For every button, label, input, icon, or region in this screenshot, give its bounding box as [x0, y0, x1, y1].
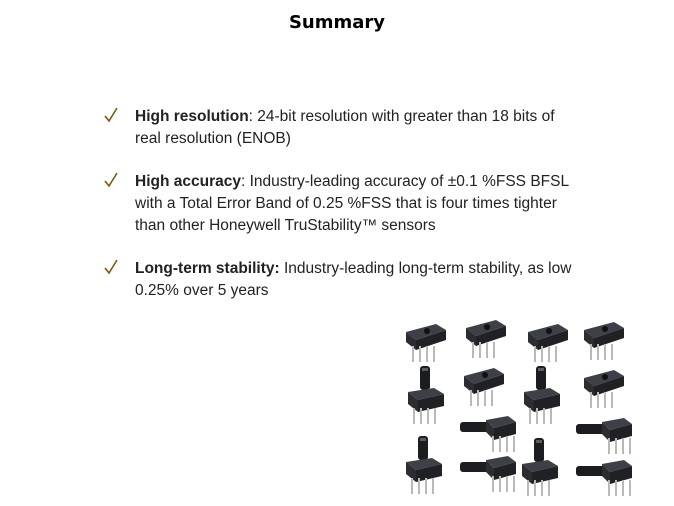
bullet-heading: High resolution: [135, 108, 249, 125]
bullet-text: : 24-bit resolution with greater than 18 bits of real resolution (ENOB): [135, 108, 555, 147]
sensor-part-image: [464, 368, 504, 406]
sensor-part-image: [406, 324, 446, 362]
sensor-part-image: [528, 324, 568, 362]
checkmark-icon: [104, 172, 118, 188]
sensor-part-image: [460, 416, 516, 452]
bullet-item-resolution: [104, 106, 574, 150]
sensor-part-image: [406, 436, 442, 494]
sensor-part-image: [522, 438, 558, 496]
bullet-heading: High accuracy: [135, 173, 241, 190]
sensor-part-image: [466, 320, 506, 358]
bullet-item-accuracy: [104, 171, 574, 237]
slide-title: Summary: [288, 12, 386, 33]
bullet-item-stability: [104, 258, 574, 302]
bullet-text: : Industry-leading accuracy of ±0.1 %FSS BFSL with a Total Error Band of 0.25 %FSS that is four times tighter than other Honeywell TruStability™ sensors: [135, 173, 569, 234]
bullet-heading: Long-term stability:: [135, 260, 280, 277]
sensor-part-image: [584, 370, 624, 408]
checkmark-icon: [104, 259, 118, 275]
bullet-list: [104, 106, 574, 302]
sensor-part-image: [408, 366, 444, 424]
sensor-part-image: [584, 322, 624, 360]
sensor-part-image: [576, 418, 632, 454]
pressure-sensors-image: [400, 318, 636, 496]
bullet-text: Industry-leading long-term stability, as low 0.25% over 5 years: [135, 260, 572, 299]
sensor-part-image: [524, 366, 560, 424]
checkmark-icon: [104, 107, 118, 123]
sensor-part-image: [576, 460, 632, 496]
sensor-part-image: [460, 456, 516, 492]
